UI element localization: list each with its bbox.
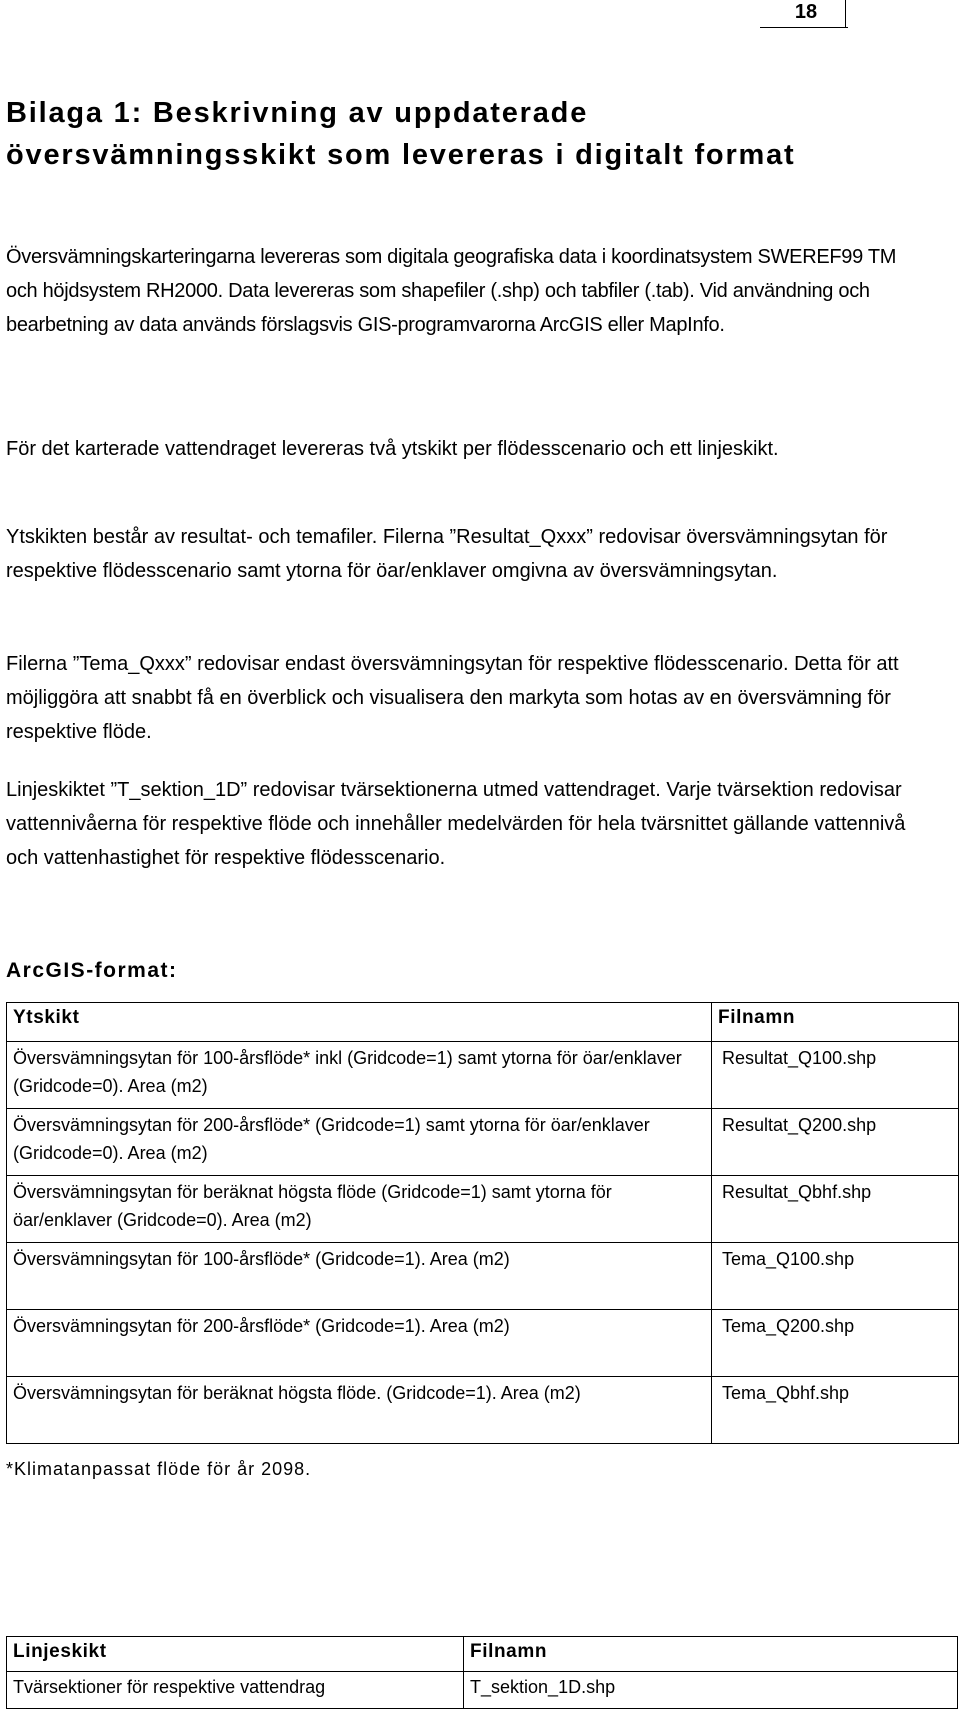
paragraph-line-layer: Linjeskiktet ”T_sektion_1D” redovisar tvärsektionerna utmed vattendraget. Varje tvärsektion redovisar vattennivåerna för respektive flöde och innehåller medelvärden för hela tvärsnittet gällande vattennivå och vattenhastighet för respektive flödesscenario. [6, 779, 906, 869]
file-cell: Resultat_Q200.shp [712, 1109, 959, 1176]
file-cell: Resultat_Q100.shp [712, 1042, 959, 1109]
file-cell: Tema_Qbhf.shp [712, 1377, 959, 1444]
table-header-row [7, 1637, 958, 1672]
column-header-line-layer: Linjeskikt [7, 1637, 464, 1672]
paragraph-theme-files: Filerna ”Tema_Qxxx” redovisar endast översvämningsytan för respektive flödesscenario. Detta för att möjliggöra att snabbt få en överblick och visualisera den markyta som hotas av en översvämning för respektive flöde. [6, 653, 899, 743]
paragraph-layers: För det karterade vattendraget levereras två ytskikt per flödesscenario och ett linjeskikt. [6, 438, 779, 460]
paragraph-format: Översvämningskarteringarna levereras som digitala geografiska data i koordinatsystem SWEREF99 TM och höjdsystem RH2000. Data levereras som shapefiler (.shp) och tabfiler (.tab). Vid användning och bearbetning av data används förslagsvis GIS-programvarorna ArcGIS eller MapInfo. [6, 246, 897, 336]
table-row [7, 1672, 958, 1709]
arcgis-heading: ArcGIS-format: [6, 959, 178, 982]
page-number: 18 [794, 1, 818, 23]
header-rule [760, 27, 848, 28]
layer-cell: Översvämningsytan för 200-årsflöde* (Gridcode=1). Area (m2) [7, 1310, 712, 1377]
paragraph-result-files: Ytskikten består av resultat- och temafiler. Filerna ”Resultat_Qxxx” redovisar översvämningsytan för respektive flödesscenario samt ytorna för öar/enklaver omgivna av översvämningsytan. [6, 526, 888, 582]
column-header-file: Filnamn [712, 1003, 959, 1042]
layer-cell: Översvämningsytan för 100-årsflöde* inkl (Gridcode=1) samt ytorna för öar/enklaver (Gridcode=0). Area (m2) [7, 1042, 712, 1109]
file-cell: Resultat_Qbhf.shp [712, 1176, 959, 1243]
layer-cell: Översvämningsytan för 200-årsflöde* (Gridcode=1) samt ytorna för öar/enklaver (Gridcode=0). Area (m2) [7, 1109, 712, 1176]
table-row [7, 1310, 959, 1377]
column-header-file: Filnamn [464, 1637, 958, 1672]
page-title: Bilaga 1: Beskrivning av uppdaterade översvämningsskikt som levereras i digitalt format [6, 97, 796, 171]
layer-cell: Översvämningsytan för 100-årsflöde* (Gridcode=1). Area (m2) [7, 1243, 712, 1310]
column-header-layer: Ytskikt [7, 1003, 712, 1042]
table-row [7, 1042, 959, 1109]
layer-cell: Tvärsektioner för respektive vattendrag [7, 1672, 464, 1709]
table-row [7, 1243, 959, 1310]
file-cell: T_sektion_1D.shp [464, 1672, 958, 1709]
table-row [7, 1109, 959, 1176]
layer-cell: Översvämningsytan för beräknat högsta flöde (Gridcode=1) samt ytorna för öar/enklaver (Gridcode=0). Area (m2) [7, 1176, 712, 1243]
file-cell: Tema_Q100.shp [712, 1243, 959, 1310]
table-row [7, 1176, 959, 1243]
footnote: *Klimatanpassat flöde för år 2098. [6, 1459, 312, 1479]
file-cell: Tema_Q200.shp [712, 1310, 959, 1377]
layer-cell: Översvämningsytan för beräknat högsta flöde. (Gridcode=1). Area (m2) [7, 1377, 712, 1444]
line-layer-table [6, 1636, 958, 1709]
table-row [7, 1377, 959, 1444]
table-header-row [7, 1003, 959, 1042]
arcgis-table [6, 1002, 959, 1444]
